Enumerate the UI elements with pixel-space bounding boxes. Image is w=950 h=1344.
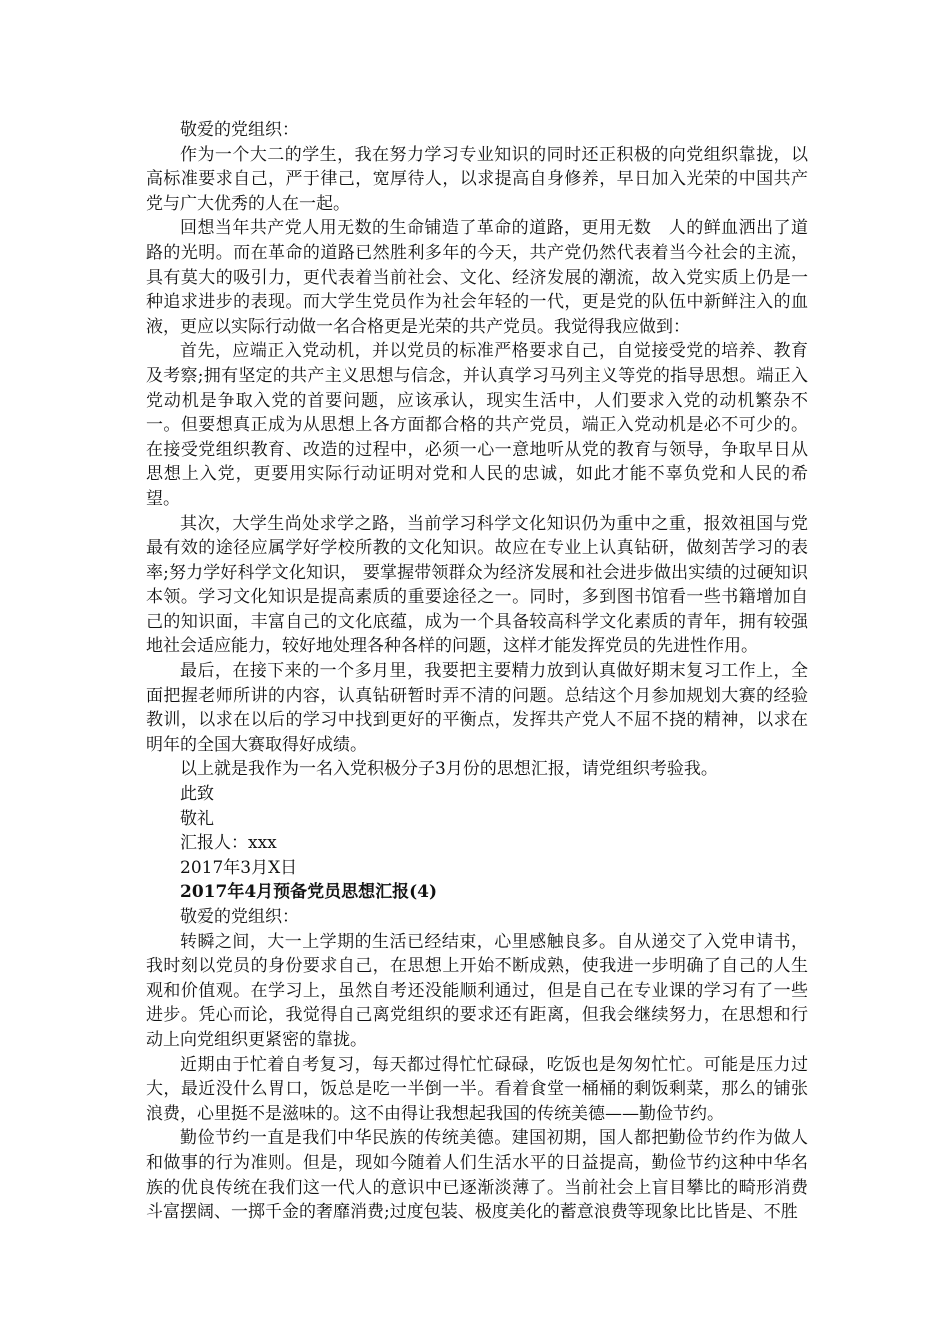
- body-paragraph: 作为一个大二的学生，我在努力学习专业知识的同时还正积极的向党组织靠拢，以高标准要求自己，严于律己，宽厚待人，以求提高自身修养，早日加入光荣的中国共产党与广大优秀的人在一起。: [146, 144, 808, 214]
- report-date: 2017年3月X日: [180, 857, 298, 878]
- closing-line: 敬礼: [180, 808, 214, 829]
- body-paragraph: 其次，大学生尚处求学之路，当前学习科学文化知识仍为重中之重，报效祖国与党最有效的途径应属学好学校所教的文化知识。故应在专业上认真钻研，做刻苦学习的表率;努力学好科学文化知识， 要掌握带领群众为经济发展和社会进步做出实绩的过硬知识本领。学习文化知识是提高素质的重要途径之一。同时，多到图书馆看一些书籍增加自己的知识面，丰富自己的文化底蕴，成为一个具备较高科学文化素质的青年，拥有较强地社会适应能力，较好地处理各种各样的问题，这样才能发挥党员的先进性作用。: [146, 513, 808, 657]
- salutation: 敬爱的党组织：: [180, 907, 299, 927]
- body-paragraph: 勤俭节约一直是我们中华民族的传统美德。建国初期，国人都把勤俭节约作为做人和做事的行为准则。但是，现如今随着人们生活水平的日益提高，勤俭节约这种中华名族的优良传统在我们这一代人的意识中已逐渐淡薄了。当前社会上盲目攀比的畸形消费斗富摆阔、一掷千金的奢靡消费;过度包装、极度美化的蓄意浪费等现象比比皆是、不胜: [146, 1128, 808, 1223]
- body-paragraph: 近期由于忙着自考复习，每天都过得忙忙碌碌，吃饭也是匆匆忙忙。可能是压力过大，最近没什么胃口，饭总是吃一半倒一半。看着食堂一桶桶的剩饭剩菜，那么的铺张浪费，心里挺不是滋味的。这不由得让我想起我国的传统美德——勤俭节约。: [146, 1054, 808, 1124]
- closing-line: 此致: [180, 784, 214, 805]
- body-paragraph: 以上就是我作为一名入党积极分子3月份的思想汇报，请党组织考验我。: [180, 759, 718, 780]
- salutation: 敬爱的党组织：: [180, 120, 299, 140]
- document-page: [146, 118, 808, 1225]
- body-paragraph: 回想当年共产党人用无数的生命铺造了革命的道路，更用无数 人的鲜血洒出了道路的光明。而在革命的道路已然胜利多年的今天，共产党仍然代表着当今社会的主流，具有莫大的吸引力，更代表着当前社会、文化、经济发展的潮流，故入党实质上仍是一种追求进步的表现。而大学生党员作为社会年轻的一代，更是党的队伍中新鲜注入的血液，更应以实际行动做一名合格更是光荣的共产党员。我觉得我应做到：: [146, 218, 808, 337]
- body-paragraph: 最后，在接下来的一个多月里，我要把主要精力放到认真做好期末复习工作上，全面把握老师所讲的内容，认真钻研暂时弄不清的问题。总结这个月参加规划大赛的经验教训，以求在以后的学习中找到更好的平衡点，发挥共产党人不屈不挠的精神，以求在明年的全国大赛取得好成绩。: [146, 661, 808, 755]
- section-title: 2017年4月预备党员思想汇报(4): [180, 882, 438, 903]
- reporter-signature: 汇报人：xxx: [180, 833, 277, 854]
- body-paragraph: 首先，应端正入党动机，并以党员的标准严格要求自己，自觉接受党的培养、教育及考察;拥有坚定的共产主义思想与信念，并认真学习马列主义等党的指导思想。端正入党动机是争取入党的首要问题，应该承认，现实生活中，人们要求入党的动机繁杂不一。但要想真正成为从思想上各方面都合格的共产党员，端正入党动机是必不可少的。在接受党组织教育、改造的过程中，必须一心一意地听从党的教育与领导，争取早日从思想上入党，更要用实际行动证明对党和人民的忠诚，如此才能不辜负党和人民的希望。: [146, 341, 808, 509]
- body-paragraph: 转瞬之间，大一上学期的生活已经结束，心里感触良多。自从递交了入党申请书，我时刻以党员的身份要求自己，在思想上开始不断成熟，使我进一步明确了自己的人生观和价值观。在学习上，虽然自考还没能顺利通过，但是自己在专业课的学习有了一些进步。凭心而论，我觉得自己离党组织的要求还有距离，但我会继续努力，在思想和行动上向党组织更紧密的靠拢。: [146, 931, 808, 1050]
